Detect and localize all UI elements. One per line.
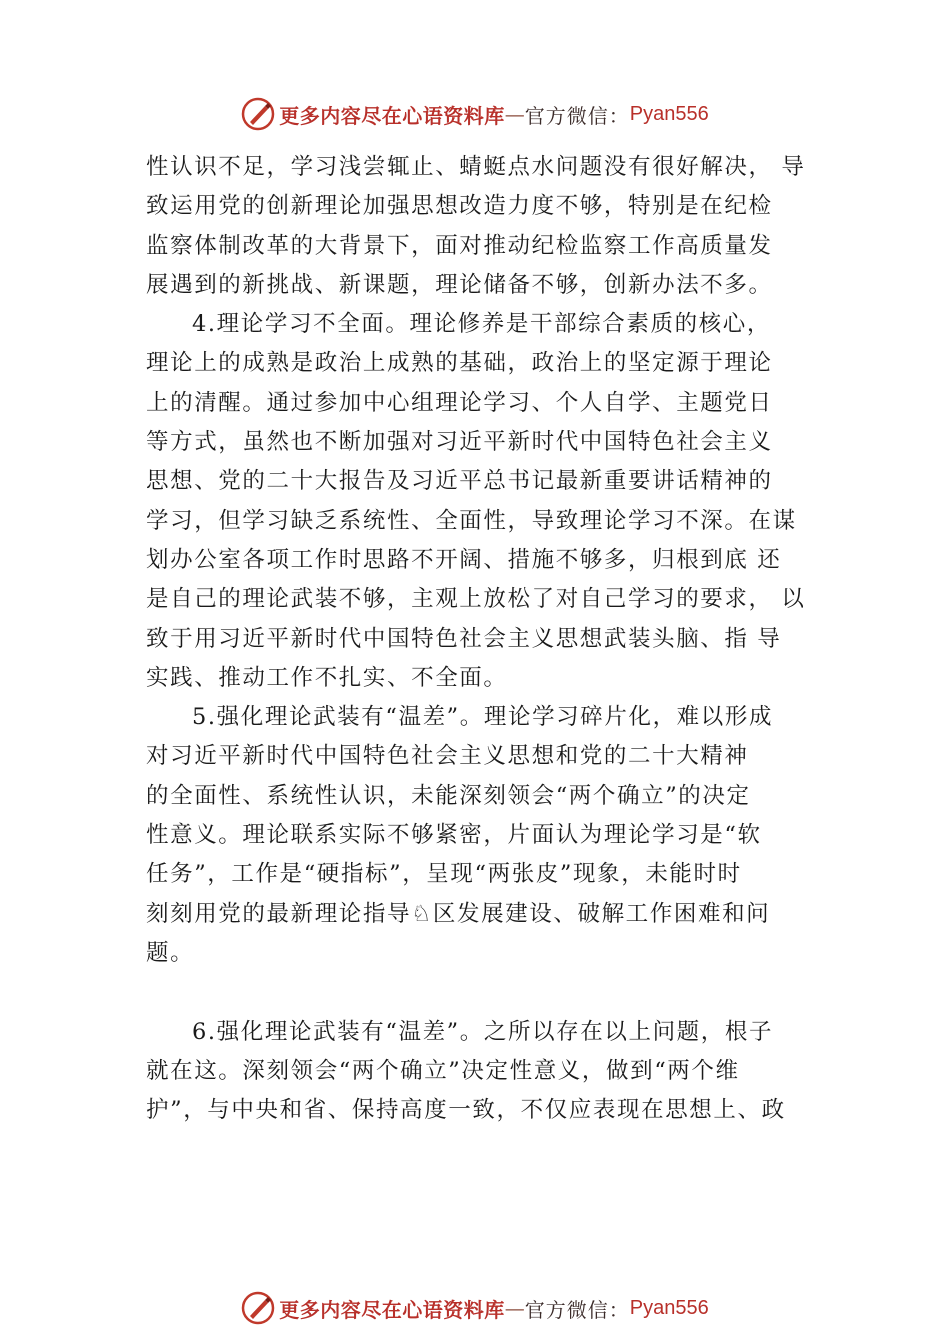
text-line <box>146 973 836 1012</box>
text-line: 展遇到的新挑战、新课题，理论储备不够，创新办法不多。 <box>146 271 773 298</box>
text-line: 任务”，工作是“硬指标”，呈现“两张皮”现象，未能时时 <box>146 861 742 888</box>
text-line: 致运用党的创新理论加强思想改造力度不够，特别是在纪检 <box>146 193 773 220</box>
text-line: 题。 <box>146 939 195 966</box>
footer-watermark <box>0 1288 950 1328</box>
text-line: 护”，与中央和省、保持高度一致，不仅应表现在思想上、政 <box>146 1097 786 1124</box>
official-label: 官方微信： <box>524 1297 630 1322</box>
text-line: 上的清醒。通过参加中心组理论学习、个人自学、主题党日 <box>146 389 773 416</box>
document-body <box>146 148 836 1130</box>
banner-separator: — <box>504 102 525 126</box>
text-line: 6.强化理论武装有“温差”。之所以存在以上问题，根子 <box>192 1018 774 1045</box>
text-line: 致于用习近平新时代中国特色社会主义思想武装头脑、指 导 <box>146 625 782 652</box>
pen-logo-icon <box>241 97 275 131</box>
banner-separator: — <box>504 1296 525 1320</box>
text-line: 的全面性、系统性认识，未能深刻领会“两个确立”的决定 <box>146 782 751 809</box>
text-line: 5.强化理论武装有“温差”。理论学习碎片化，难以形成 <box>192 704 774 731</box>
text-line: 性意义。理论联系实际不够紧密，片面认为理论学习是“软 <box>146 822 762 849</box>
text-line: 监察体制改革的大背景下，面对推动纪检监察工作高质量发 <box>146 232 773 259</box>
text-line: 刻刻用党的最新理论指导♘区发展建设、破解工作困难和问 <box>146 900 771 927</box>
text-line: 性认识不足，学习浅尝辄止、蜻蜓点水问题没有很好解决， 导 <box>146 154 806 180</box>
text-line: 是自己的理论武装不够，主观上放松了对自己学习的要求， 以 <box>146 586 806 613</box>
official-label: 官方微信： <box>524 103 630 128</box>
text-line: 学习，但学习缺乏系统性、全面性，导致理论学习不深。在谋 <box>146 507 797 534</box>
brand-text: 更多内容尽在心语资料库 <box>279 103 505 128</box>
header-watermark <box>0 94 950 134</box>
wechat-id: Pyan556 <box>629 102 709 125</box>
text-line: 对习近平新时代中国特色社会主义思想和党的二十大精神 <box>146 743 749 770</box>
text-line: 4.理论学习不全面。理论修养是干部综合素质的核心， <box>192 311 771 338</box>
brand-text: 更多内容尽在心语资料库 <box>279 1297 505 1322</box>
text-line: 等方式，虽然也不断加强对习近平新时代中国特色社会主义 <box>146 429 773 456</box>
text-line: 划办公室各项工作时思路不开阔、措施不够多，归根到底 还 <box>146 546 782 573</box>
pen-logo-icon <box>241 1291 275 1325</box>
text-line: 思想、党的二十大报告及习近平总书记最新重要讲话精神的 <box>146 468 773 495</box>
text-line: 就在这。深刻领会“两个确立”决定性意义，做到“两个维 <box>146 1057 740 1084</box>
text-line: 理论上的成熟是政治上成熟的基础，政治上的坚定源于理论 <box>146 350 773 377</box>
text-line: 实践、推动工作不扎实、不全面。 <box>146 664 508 691</box>
wechat-id: Pyan556 <box>629 1296 709 1319</box>
